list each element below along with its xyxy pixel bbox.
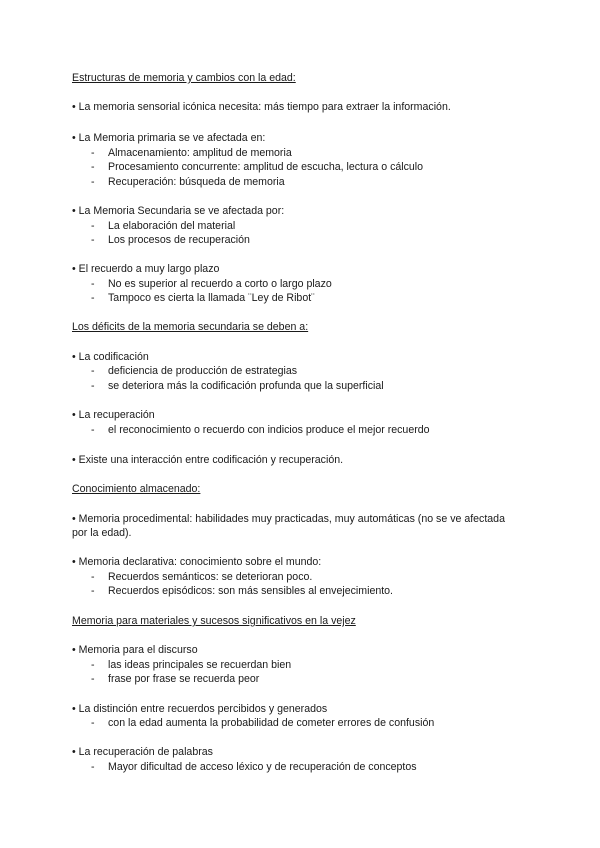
- sub-item-text: las ideas principales se recuerdan bien: [108, 659, 292, 671]
- sub-item-text: con la edad aumenta la probabilidad de cometer errores de confusión: [108, 717, 435, 729]
- bullet-item: • Memoria para el discurso: [72, 644, 198, 656]
- sub-item-text: Almacenamiento: amplitud de memoria: [108, 147, 292, 159]
- section-heading: Conocimiento almacenado:: [72, 483, 201, 495]
- sub-item-text: No es superior al recuerdo a corto o largo plazo: [108, 278, 332, 290]
- sub-item-text: frase por frase se recuerda peor: [108, 673, 260, 685]
- sub-item-text: La elaboración del material: [108, 220, 236, 232]
- bullet-item: • La memoria sensorial icónica necesita: más tiempo para extraer la información.: [72, 101, 451, 113]
- bullet-item: • Memoria declarativa: conocimiento sobre el mundo:: [72, 556, 322, 568]
- bullet-item: • La recuperación de palabras: [72, 746, 213, 758]
- bullet-item: • La recuperación: [72, 409, 155, 421]
- bullet-item: • El recuerdo a muy largo plazo: [72, 263, 220, 275]
- bullet-item: • La distinción entre recuerdos percibidos y generados: [72, 703, 328, 715]
- sub-item-text: el reconocimiento o recuerdo con indicios produce el mejor recuerdo: [108, 424, 430, 436]
- bullet-item: • La Memoria Secundaria se ve afectada por:: [72, 205, 285, 217]
- bullet-item-continuation: por la edad).: [72, 527, 132, 539]
- document-page: Estructuras de memoria y cambios con la edad: • La memoria sensorial icónica necesita: más tiempo para extraer la información. • La Memoria primaria se ve afectada en: - Almacenamiento: amplitud de memoria - Procesamiento concurrente: amplitud de escucha, lectura o cálculo - Recuperación: búsqueda de memoria • La Memoria Secundaria se ve afectada por: - La elaboración del material - Los procesos de recuperación • El recuerdo a muy largo plazo - No es superior al recuerdo a corto o largo plazo - Tampoco es cierta la llamada ¨Ley de Ribot¨ Los déficits de la memoria secundaria se deben a: • La codificación - deficiencia de producción de estrategias - se deteriora más la codificación profunda que la superficial • La recuperación - el reconocimiento o recuerdo con indicios produce el mejor recuerdo • Existe una interacción entre codificación y recuperación. Conocimiento almacenado: • Memoria procedimental: habilidades muy practicadas, muy automáticas (no se ve afectada por la edad). • Memoria declarativa: conocimiento sobre el mundo: - Recuerdos semánticos: se deterioran poco. - Recuerdos episódicos: son más sensibles al envejecimiento. Memoria para materiales y sucesos significativos en la vejez • Memoria para el discurso - las ideas principales se recuerdan bien - frase por frase se recuerda peor • La distinción entre recuerdos percibidos y generados - con la edad aumenta la probabilidad de cometer errores de confusión • La recuperación de palabras - Mayor dificultad de acceso léxico y de recuperación de conceptos: [72, 72, 505, 773]
- sub-item-text: Mayor dificultad de acceso léxico y de recuperación de conceptos: [108, 761, 417, 773]
- sub-item-text: Tampoco es cierta la llamada ¨Ley de Ribot¨: [108, 292, 315, 304]
- section-heading: Estructuras de memoria y cambios con la edad:: [72, 72, 296, 84]
- sub-item-text: se deteriora más la codificación profunda que la superficial: [108, 380, 384, 392]
- bullet-item: • La Memoria primaria se ve afectada en:: [72, 132, 266, 144]
- sub-item-text: Procesamiento concurrente: amplitud de escucha, lectura o cálculo: [108, 161, 424, 173]
- sub-item-text: Recuperación: búsqueda de memoria: [108, 176, 285, 188]
- sub-item-text: Los procesos de recuperación: [108, 234, 250, 246]
- sub-item-text: Recuerdos semánticos: se deterioran poco.: [108, 571, 313, 583]
- section-heading: Memoria para materiales y sucesos significativos en la vejez: [72, 615, 356, 627]
- sub-item-text: Recuerdos episódicos: son más sensibles al envejecimiento.: [108, 585, 394, 597]
- sub-item-text: deficiencia de producción de estrategias: [108, 365, 298, 377]
- bullet-item: • La codificación: [72, 351, 149, 363]
- bullet-item: • Existe una interacción entre codificación y recuperación.: [72, 454, 344, 466]
- bullet-item: • Memoria procedimental: habilidades muy practicadas, muy automáticas (no se ve afectada: [72, 513, 505, 525]
- section-heading: Los déficits de la memoria secundaria se deben a:: [72, 321, 309, 333]
